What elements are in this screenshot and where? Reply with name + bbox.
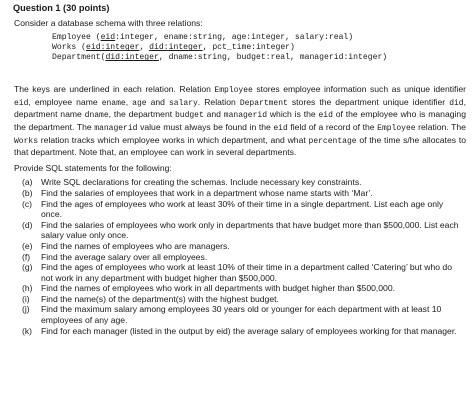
provide-heading: Provide SQL statements for the following:: [14, 162, 172, 173]
code-term: budget: [174, 111, 204, 121]
paragraph-text: , the department: [108, 109, 175, 120]
paragraph-text: value must always be found in the: [137, 121, 274, 132]
item-text: Find the ages of employees who work at least 10% of their time in a department called ‘Catering’ but who do not work in any department with budget higher than $500,000.: [41, 262, 452, 283]
code-term: salary: [168, 98, 198, 108]
relation-name: Works: [52, 43, 77, 53]
schema-text: , pct_time:integer): [202, 43, 295, 53]
paragraph-text: relation tracks which employee works in which department, and what: [38, 134, 309, 145]
question-item: [14, 199, 466, 220]
code-term: eid: [318, 111, 333, 121]
paragraph-text: , employee name: [28, 96, 102, 107]
question-item: [14, 283, 466, 294]
code-term: eid: [14, 98, 29, 108]
schema-text: (: [100, 53, 106, 63]
code-term: dname: [84, 111, 109, 121]
code-term: percentage: [308, 136, 357, 146]
item-label: (e): [22, 240, 33, 251]
code-term: eid: [273, 123, 288, 133]
question-item: [14, 188, 466, 199]
item-label: (j): [22, 304, 30, 315]
code-term: Employee: [214, 86, 253, 96]
code-term: Employee: [377, 123, 416, 133]
code-term: age: [132, 98, 147, 108]
question-title: Question 1 (30 points): [13, 3, 110, 13]
item-text: Find the ages of employees who work at least 30% of their time in a single department. List each age only once.: [41, 198, 444, 220]
paragraph-text: and: [203, 109, 224, 120]
intro-text: Consider a database schema with three relations:: [14, 17, 203, 28]
relation-name: Department: [52, 53, 101, 63]
code-term: Works: [14, 136, 39, 146]
code-term: Department: [239, 98, 288, 108]
schema-text: (: [76, 43, 87, 53]
relation-name: Employee: [52, 33, 91, 43]
key-attribute: did:integer: [149, 43, 203, 53]
question-item: [14, 220, 466, 241]
item-text: Find for each manager (listed in the output by eid) the average salary of employees working for that manager.: [41, 325, 457, 336]
paragraph-text: field of a record of the: [287, 121, 378, 132]
paragraph-text: stores the department unique identifier: [287, 96, 450, 107]
question-item: [14, 177, 466, 188]
item-text: Find the names of employees who work in all departments with budget higher than $500,000.: [41, 283, 395, 294]
question-list: [14, 177, 466, 336]
item-label: (c): [22, 198, 33, 209]
question-item: [14, 294, 466, 305]
question-item: [14, 241, 466, 252]
schema-relation-works: [52, 43, 466, 53]
schema-relation-department: [52, 53, 466, 63]
item-label: (d): [22, 219, 33, 230]
schema-block: [52, 33, 466, 63]
key-attribute: did:integer: [105, 53, 159, 63]
item-text: Write SQL declarations for creating the schemas. Include necessary key constraints.: [41, 177, 362, 188]
schema-relation-employee: [52, 33, 466, 43]
item-text: Find the names of employees who are managers.: [41, 240, 230, 251]
item-text: Find the salaries of employees who work only in departments that have budget more than $500,000. List each salary value only once.: [41, 219, 459, 241]
code-term: managerid: [223, 111, 268, 121]
item-label: (a): [22, 177, 33, 188]
paragraph-text: of the time s/he allocates to that department. Note that, an employee can work in several departments.: [14, 134, 466, 158]
paragraph-text: and: [146, 96, 169, 107]
schema-text: ,: [139, 43, 150, 53]
paragraph-text: relation. The: [415, 121, 466, 132]
paragraph-text: which is the: [267, 109, 319, 120]
paragraph-text: ,: [125, 96, 133, 107]
key-attribute: eid: [100, 33, 116, 43]
item-label: (h): [22, 283, 33, 294]
question-item: [14, 262, 466, 283]
item-label: (g): [22, 262, 33, 273]
paragraph-text: , department name: [14, 96, 466, 120]
paragraph-text: of the employee who is managing the department. The: [14, 109, 466, 132]
question-item: [14, 326, 466, 337]
item-text: Find the name(s) of the department(s) with the highest budget.: [41, 293, 279, 304]
item-text: Find the salaries of employees that work in a department whose name starts with ‘Mar’.: [41, 187, 373, 198]
code-term: managerid: [94, 123, 138, 133]
key-attribute: eid:integer: [86, 43, 140, 53]
description-paragraph: [14, 84, 466, 158]
item-label: (k): [22, 325, 33, 336]
paragraph-text: stores employee information such as unique identifier: [252, 84, 466, 95]
item-label: (b): [22, 187, 33, 198]
schema-text: , dname:string, budget:real, managerid:integer): [158, 53, 388, 63]
paragraph-text: . Relation: [197, 96, 240, 107]
item-label: (f): [22, 251, 31, 262]
code-term: did: [449, 98, 464, 108]
code-term: ename: [101, 98, 126, 108]
question-item: [14, 252, 466, 263]
schema-text: :integer, ename:string, age:integer, salary:real): [115, 33, 354, 43]
item-text: Find the average salary over all employees.: [41, 251, 208, 262]
schema-text: (: [90, 33, 101, 43]
item-label: (i): [22, 293, 30, 304]
question-item: [14, 304, 466, 325]
paragraph-text: The keys are underlined in each relation. Relation: [14, 84, 215, 95]
item-text: Find the maximum salary among employees 30 years old or younger for each department with at least 10 employees of any age.: [41, 304, 442, 326]
